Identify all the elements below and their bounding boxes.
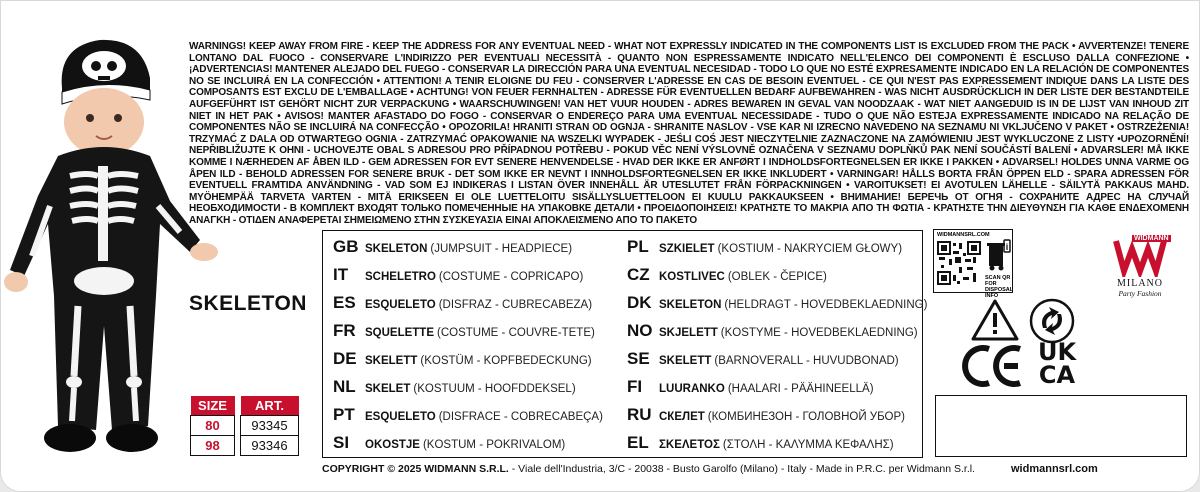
translation-row [333, 321, 595, 341]
translation-desc: (COSTUME - COPRICAPO) [438, 271, 584, 283]
translation-name: OKOSTJE [365, 439, 420, 451]
footer-copyright [322, 463, 975, 475]
language-code: SI [333, 433, 350, 452]
safety-warnings: WARNINGS! KEEP AWAY FROM FIRE - KEEP THE ADDRESS FOR ANY EVENTUAL NEED - WHAT NOT EXPRESSLY INDICATED IN THE COMPONENTS LIST IS EXCLUDED FROM THE PACK • AVVERTENZE! TENERE LONTANO DAL FUOCO - CONSERVARE L'INDIRIZZO PER EVENTUALI NECESSITÀ - QUANTO NON ESPRESSAMENTE INDICATO NELL'ELENCO DEI COMPONENTI È ESCLUSO DALLA CONFEZIONE • ¡ADVERTENCIAS! MANTENER ALEJADO DEL FUEGO - CONSERVAR LA DIRECCIÓN PARA UNA EVENTUAL NECESIDAD - TODO LO QUE NO ESTÉ EXPRESAMENTE INDICADO EN LA RELACIÓN DE COMPONENTES NO SE INCLUIRÁ EN LA CONFECCIÓN • ATTENTION! A TENIR ELOIGNE DU FEU - CONSERVER L'ADRESSE EN CAS DE BESOIN EVENTUEL - CE QUI N'EST PAS EXPRESSEMENT INDIQUE DANS LA LISTE DES COMPOSANTS EST EXCLU DE L'EMBALLAGE • ACHTUNG! VON FEUER FERNHALTEN - ADRESSE FÜR EVENTUELLEN BEDARF AUFBEWAHREN - WAS NICHT AUSDRÜCKLICH IN DER LISTE DER BESTANDTEILE AUFGEFÜHRT IST GEHÖRT NICHT ZUR VERPACKUNG • WAARSCHUWINGEN! VAN HET VUUR HOUDEN - ADRES BEWAREN IN GEVAL VAN NOODZAAK - WAT NIET AANGEDUID IS IN DE LIJST VAN INHOUD ZIT NIET IN HET PAK • AVISOS! MANTER AFASTADO DO FOGO - CONSERVAR O ENDEREÇO PARA UMA EVENTUAL NECESSIDADE - TUDO O QUE NÃO ESTEJA EXPRESSAMENTE INDICADO NA RELAÇÃO DE COMPONENTES NÃO SE INCLUIRÁ NA CONFECÇÃO • OPOZORILA! HRANITI STRAN OD OGNJA - SHRANITE NASLOV - VSE KAR NI IZRECNO NAVEDENO NA SEZNAMU NI VKLJUČENO V PAKET • OSTRZEŻENIA! TRZYMAĆ Z DALA OD OTWARTEGO OGNIA - ZATRZYMAĆ OPAKOWANIE NA WSZELKI WYPADEK - JEŚLI COŚ JEST NIECZYTELNIE ZAZNACZONE NA ZAMÓWIENIU JEST WYKLUCZONE Z LISTY •UPOZORNĚNÍ! NEPŘIBLIŽUJTE K OHNI - UCHOVEJTE OBAL S ADRESOU PRO PŘÍPADNOU POTŘEBU - POKUD VĚC NENÍ VÝSLOVNĚ OZNAČENA V SEZNAMU DOPLŇKŮ PAK NENÍ SOUČÁSTÍ BALENÍ • ADVARSLER! MÅ IKKE KOMME I NÆRHEDEN AF ÅBEN ILD - GEM ADRESSEN FOR EVT SENERE HENVENDELSE - HVAD DER IKKE ER ANFØRT I INDHOLDSFORTEGNELSEN ER IKKE I PAKKEN • ADVARSEL! HOLDES UNNA VARME OG ÅPEN ILD - BEHOLD ADRESSEN FOR SENERE BRUK - DET SOM IKKE ER NEVNT I INNHOLDSFORTEGNELSEN ER IKKE INKLUDERT • VARNINGAR! HÅLLS BORTA FRÅN ÖPPEN ELD - SPARA ADRESSEN FÖR EVENTUELL FRAMTIDA ANVÄNDNING - VAD SOM EJ INDIKERAS I LISTAN ÖVER INNEHÅLL ÄR UTESLUTET FRÅN FÖRPACKNINGEN • VAROITUKSET! EI AVOTULEN LÄHELLE - SÄILYTÄ PAKKAUS MAHD. MYÖHEMPÄÄ TARVETA VARTEN - MITÄ ERIKSEEN EI OLE LUETTELOITU SISÄLLYSLUETTELOON EI KUULU PAKKAUKSEEN • ВНИМАНИЕ! БЕРЕЧЬ ОТ ОГНЯ - СОХРАНИТЕ АДРЕС НА СЛУЧАЙ НЕОБХОДИМОСТИ - В КОМПЛЕКТ ВХОДЯТ ТОЛЬКО ПОМЕЧЕННЫЕ НА УПАКОВКЕ ДЕТАЛИ • ΠΡΟΕΙΔΟΠΟΙΗΣΕΙΣ! ΚΡΑΤΗΣΤΕ ΤΟ ΜΑΚΡΙΑ ΑΠΟ ΤΗ ΦΩΤΙΑ - ΚΡΑΤΗΣΤΕ ΤΗΝ ΔΙΕΥΘΥΝΣΗ ΓΙΑ ΚΑΘΕ ΕΝΔΕΧΟΜΕΝΗ ΑΝΑΓΚΗ - ΟΤΙΔΕΝ ΑΝΑΦΕΡΕΤΑΙ ΣΗΜΕΙΩΜΕΝΟ ΣΤΗΝ ΣΥΣΚΕΥΑΣΙΑ ΕΙΝΑΙ ΑΠΟΚΛΕΙΣΜΕΝΟ ΑΠΟ ΤΟ ΠΑΚΕΤΟ [189, 41, 1189, 226]
translation-name: SQUELETTE [365, 327, 435, 339]
translation-row [627, 293, 927, 313]
translation-name: ΣΚΕΛΕΤΟΣ [659, 439, 720, 451]
language-code: PL [627, 237, 649, 256]
language-code: NO [627, 321, 653, 340]
language-code: FI [627, 377, 643, 396]
translation-row [627, 349, 899, 369]
translation-desc: (DISFRAZ - CUBRECABEZA) [438, 299, 593, 311]
translation-desc: (HELDRAGT - HOVEDBEKLAEDNING) [724, 299, 928, 311]
qr-code-icon [937, 241, 981, 285]
language-code: SE [627, 349, 650, 368]
translation-row [627, 237, 902, 257]
translation-desc: (DISFRACE - COBRECABEÇA) [438, 411, 603, 423]
translation-name: SKELETT [659, 355, 712, 367]
art-header: ART. [241, 396, 299, 416]
ukca-mark-icon [1033, 338, 1081, 389]
translation-desc: (KOSTÜM - KOPFBEDECKUNG) [420, 355, 592, 367]
website-link[interactable]: widmannsrl.com [1011, 463, 1098, 475]
translation-desc: (HAALARI - PÄÄHINEELLÄ) [727, 383, 874, 395]
language-code: ES [333, 293, 356, 312]
translation-desc: (COSTUME - COUVRE-TETE) [437, 327, 595, 339]
brand-city: MILANO [1117, 278, 1163, 289]
size-value: 98 [191, 436, 235, 456]
translation-row [627, 433, 894, 453]
translation-desc: (OBLEK - ČEPICE) [727, 271, 827, 283]
ukca-line1: UK [1037, 338, 1077, 366]
brand-tagline: Party Fashion [1118, 289, 1162, 298]
qr-url: WIDMANNSRL.COM [937, 232, 990, 238]
size-value: 80 [191, 416, 235, 436]
translation-name: SKJELETT [659, 327, 718, 339]
language-code: FR [333, 321, 356, 340]
translation-name: KOSTLIVEC [659, 271, 725, 283]
recycling-bin-icon [985, 238, 1011, 272]
translation-row [333, 349, 592, 369]
translation-name: SCHELETRO [365, 271, 436, 283]
translation-name: SZKIELET [659, 243, 715, 255]
language-code: DK [627, 293, 652, 312]
size-table [190, 396, 299, 456]
size-header: SIZE [191, 396, 235, 416]
translation-row [333, 293, 592, 313]
translation-row [333, 265, 583, 285]
translation-name: ESQUELETO [365, 299, 436, 311]
copyright-text: COPYRIGHT © 2025 WIDMANN S.R.L. [322, 463, 509, 475]
translation-row [627, 321, 918, 341]
product-name: SKELETON [189, 292, 307, 315]
translation-name: SKELET [365, 383, 411, 395]
translation-desc: (KOSTYME - HOVEDBEKLAEDNING) [720, 327, 918, 339]
language-code: DE [333, 349, 357, 368]
translations-box [322, 230, 928, 458]
translation-name: ESQUELETO [365, 411, 436, 423]
translation-row [333, 237, 572, 257]
translation-row [627, 377, 874, 397]
translation-desc: (ΣΤΟΛΗ - ΚΑΛΥΜΜΑ ΚΕΦΑΛΗΣ) [722, 439, 894, 451]
blank-label-box [935, 395, 1187, 457]
ukca-line2: CA [1038, 361, 1076, 389]
translation-desc: (KOSTIUM - NAKRYCIEM GŁOWY) [717, 243, 903, 255]
art-number: 93346 [241, 436, 299, 456]
translation-desc: (KOSTUUM - HOOFDDEKSEL) [413, 383, 576, 395]
language-code: EL [627, 433, 649, 452]
translation-row [333, 377, 576, 397]
company-address: - Viale dell'Industria, 3/C - 20038 - Busto Garolfo (Milano) - Italy - Made in P.R.C. per Widmann S.r.l. [508, 463, 975, 475]
language-code: RU [627, 405, 652, 424]
qr-scan-text: SCAN QR FOR DISPOSAL INFO [985, 275, 1014, 299]
language-code: IT [333, 265, 349, 284]
translation-name: SKELETON [659, 299, 722, 311]
language-code: CZ [627, 265, 650, 284]
translation-row [333, 433, 565, 453]
translation-name: LUURANKO [659, 383, 725, 395]
ce-mark-icon [962, 343, 1026, 389]
translation-desc: (BARNOVERALL - HUVUDBONAD) [714, 355, 899, 367]
art-number: 93345 [241, 416, 299, 436]
warning-triangle-icon [970, 298, 1020, 342]
translation-name: SKELETON [365, 243, 428, 255]
translation-desc: (JUMPSUIT - HEADPIECE) [430, 243, 573, 255]
translation-desc: (КОМБИНЕЗОН - ГОЛОВНОЙ УБОР) [707, 411, 905, 423]
translation-row [627, 265, 827, 285]
translation-row [333, 405, 603, 425]
language-code: NL [333, 377, 356, 396]
translation-row [627, 405, 905, 425]
svg-text:i: i [1005, 242, 1009, 252]
language-code: PT [333, 405, 355, 424]
translation-name: SKELETT [365, 355, 418, 367]
translation-name: СКЕЛЕТ [659, 411, 705, 423]
translation-desc: (KOSTUM - POKRIVALOM) [422, 439, 566, 451]
language-code: GB [333, 237, 359, 256]
brand-logo-text: WIDMANN [1134, 235, 1169, 242]
